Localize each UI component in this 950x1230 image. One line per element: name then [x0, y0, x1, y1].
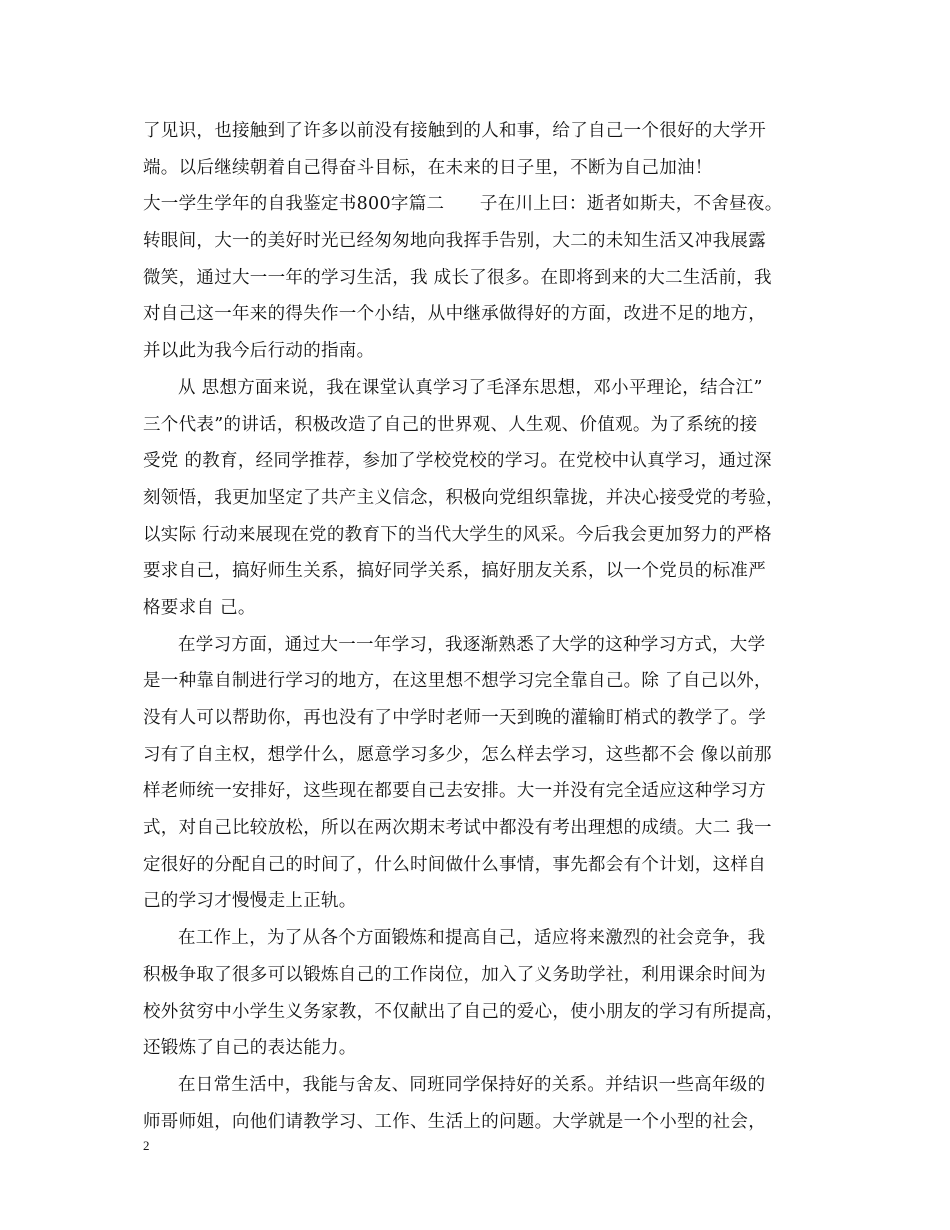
paragraph-start-line: 在学习方面，通过大一一年学习，我逐渐熟悉了大学的这种学习方式，大学 — [178, 634, 766, 655]
text-line: 三个代表”的讲话，积极改造了自己的世界观、人生观、价值观。为了系统的接 — [143, 414, 758, 435]
text-line: 微笑，通过大一一年的学习生活，我 成长了很多。在即将到来的大二生活前，我 — [143, 267, 772, 288]
text-line: 受党 的教育，经同学推荐，参加了学校党校的学习。在党校中认真学习，通过深 — [143, 451, 772, 472]
document-body — [143, 113, 823, 1140]
text-line: 没有人可以帮助你，再也没有了中学时老师一天到晚的灌输盯梢式的教学了。学 — [143, 708, 766, 728]
text-line: 定很好的分配自己的时间了，什么时间做什么事情，事先都会有个计划，这样自 — [143, 854, 766, 875]
text-line: 样老师统一安排好，这些现在都要自己去安排。大一并没有完全适应这种学习方 — [143, 781, 766, 802]
text-line: 要求自己，搞好师生关系，搞好同学关系，搞好朋友关系，以一个党员的标准严 — [143, 561, 766, 582]
text-line: 积极争取了很多可以锻炼自己的工作岗位，加入了义务助学社，利用课余时间为 — [143, 964, 766, 985]
text-line: 师哥师姐，向他们请教学习、工作、生活上的问题。大学就是一个小型的社会， — [143, 1111, 766, 1132]
text-line: 对自己这一年来的得失作一个小结，从中继承做得好的方面，改进不足的地方， — [143, 304, 766, 325]
paragraph-start-line: 在日常生活中，我能与舍友、同班同学保持好的关系。并结识一些高年级的 — [178, 1074, 766, 1095]
text-line: 是一种靠自制进行学习的地方，在这里想不想学习完全靠自己。除 了自己以外， — [143, 671, 772, 692]
text-line: 并以此为我今后行动的指南。 — [143, 341, 375, 362]
paragraph-start-line: 从 思想方面来说，我在课堂认真学习了毛泽东思想，邓小平理论，结合江” — [178, 377, 763, 398]
text-line: 校外贫穷中小学生义务家教，不仅献出了自己的爱心，使小朋友的学习有所提高， — [143, 1001, 784, 1022]
page-number: 2 — [143, 1138, 150, 1153]
text-line: 端。以后继续朝着自己得奋斗目标，在未来的日子里，不断为自己加油！ — [143, 157, 713, 178]
text-line: 还锻炼了自己的表达能力。 — [143, 1038, 357, 1059]
text-line: 习有了自主权，想学什么，愿意学习多少，怎么样去学习，这些都不会 像以前那 — [143, 744, 772, 765]
text-line: 了见识，也接触到了许多以前没有接触到的人和事，给了自己一个很好的大学开 — [143, 121, 766, 141]
text-line: 格要求自 己。 — [143, 597, 256, 618]
paragraph-start-line: 在工作上，为了从各个方面锻炼和提高自己，适应将来激烈的社会竞争，我 — [178, 928, 766, 949]
text-line: 己的学习才慢慢走上正轨。 — [143, 891, 357, 912]
text-line: 以实际 行动来展现在党的教育下的当代大学生的风采。今后我会更加努力的严格 — [143, 524, 772, 545]
text-line: 刻领悟，我更加坚定了共产主义信念，积极向党组织靠拢，并决心接受党的考验， — [143, 487, 784, 508]
section-heading-line: 大一学生学年的自我鉴定书800字篇二 子在川上曰：逝者如斯夫，不舍昼夜。 — [143, 194, 783, 215]
text-line: 式，对自己比较放松，所以在两次期末考试中都没有考出理想的成绩。大二 我一 — [143, 818, 772, 839]
text-line: 转眼间，大一的美好时光已经匆匆地向我挥手告别，大二的未知生活又冲我展露 — [143, 231, 766, 252]
